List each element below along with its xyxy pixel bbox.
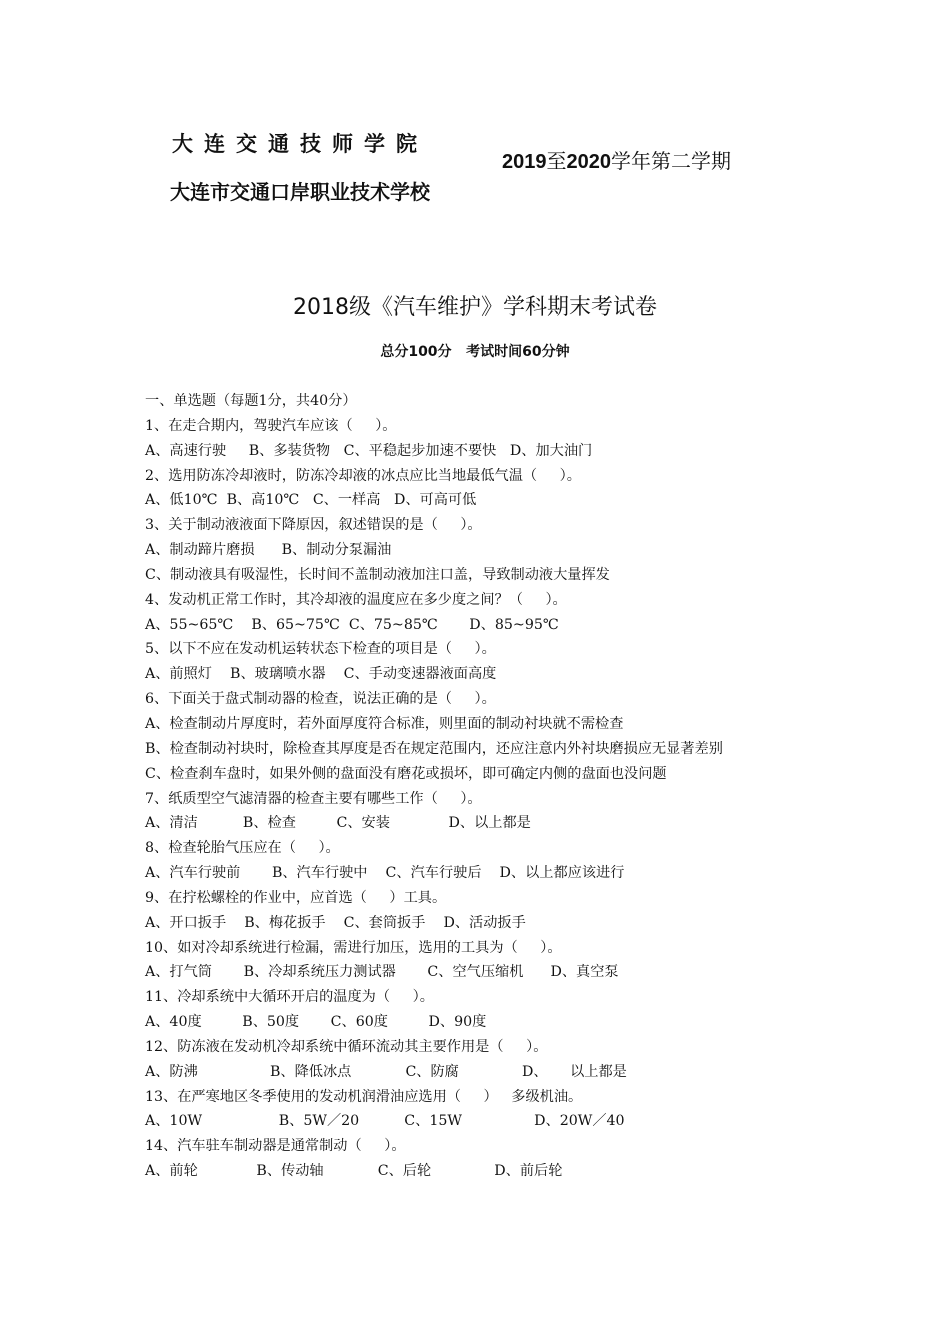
question-text: 8、检查轮胎气压应在（ ）。 — [145, 840, 340, 857]
answer-options: A、前照灯 B、玻璃喷水器 C、手动变速器液面高度 — [145, 666, 497, 683]
school-name-primary: 大连交通技师学院 — [172, 132, 428, 156]
question-text: 14、汽车驻车制动器是通常制动（ ）。 — [145, 1138, 406, 1155]
question-text: 10、如对冷却系统进行检漏，需进行加压，选用的工具为（ ）。 — [145, 939, 562, 956]
question-text: 5、以下不应在发动机运转状态下检查的项目是（ ）。 — [145, 641, 496, 658]
question-text: 3、关于制动液液面下降原因，叙述错误的是（ ）。 — [145, 517, 482, 534]
school-name-secondary: 大连市交通口岸职业技术学校 — [170, 180, 430, 204]
term-year-start: 2019 — [502, 151, 547, 173]
answer-options: A、汽车行驶前 B、汽车行驶中 C、汽车行驶后 D、以上都应该进行 — [145, 865, 625, 882]
term-year-separator: 至 — [546, 149, 567, 173]
section-heading: 一、单选题（每题1分，共40分） — [145, 393, 357, 409]
school-header — [150, 128, 450, 207]
term-suffix: 学年第二学期 — [611, 149, 731, 173]
answer-options: A、开口扳手 B、梅花扳手 C、套筒扳手 D、活动扳手 — [145, 914, 526, 931]
question-text: 13、在严寒地区冬季使用的发动机润滑油应选用（ ） 多级机油。 — [145, 1088, 583, 1105]
question-text: 6、下面关于盘式制动器的检查，说法正确的是（ ）。 — [145, 691, 496, 708]
exam-title: 2018级《汽车维护》学科期末考试卷 — [293, 295, 657, 320]
answer-options: A、防沸 B、降低冰点 C、防腐 D、 以上都是 — [145, 1063, 627, 1080]
question-text: 4、发动机正常工作时，其冷却液的温度应在多少度之间？（ ）。 — [145, 591, 567, 608]
answer-options: A、高速行驶 B、多装货物 C、平稳起步加速不要快 D、加大油门 — [145, 442, 593, 459]
answer-options: B、检查制动衬块时，除检查其厚度是否在规定范围内，还应注意内外衬块磨损应无显著差别 — [145, 740, 723, 757]
answer-options: A、检查制动片厚度时，若外面厚度符合标准，则里面的制动衬块就不需检查 — [145, 715, 624, 732]
question-list — [145, 389, 825, 1184]
question-text: 9、在拧松螺栓的作业中，应首选（ ）工具。 — [145, 889, 447, 906]
question-text: 11、冷却系统中大循环开启的温度为（ ）。 — [145, 989, 434, 1006]
answer-options: A、打气筒 B、冷却系统压力测试器 C、空气压缩机 D、真空泵 — [145, 964, 619, 981]
exam-subtitle: 总分100分 考试时间60分钟 — [380, 344, 570, 360]
answer-options: A、10W B、5W／20 C、15W D、20W／40 — [145, 1113, 625, 1130]
answer-options: A、低10℃ B、高10℃ C、一样高 D、可高可低 — [145, 492, 477, 509]
question-text: 2、选用防冻冷却液时，防冻冷却液的冰点应比当地最低气温（ ）。 — [145, 467, 581, 484]
answer-options: A、前轮 B、传动轴 C、后轮 D、前后轮 — [145, 1163, 563, 1180]
answer-options: C、制动液具有吸湿性，长时间不盖制动液加注口盖，导致制动液大量挥发 — [145, 566, 610, 583]
answer-options: A、制动蹄片磨损 B、制动分泵漏油 — [145, 542, 392, 559]
term-year-end: 2020 — [566, 151, 611, 173]
question-text: 1、在走合期内，驾驶汽车应该（ ）。 — [145, 417, 397, 434]
answer-options: A、40度 B、50度 C、60度 D、90度 — [145, 1014, 487, 1031]
academic-term — [502, 146, 731, 177]
answer-options: A、清洁 B、检查 C、安装 D、以上都是 — [145, 815, 531, 832]
answer-options: C、检查刹车盘时，如果外侧的盘面没有磨花或损坏，即可确定内侧的盘面也没问题 — [145, 765, 667, 782]
answer-options: A、55~65℃ B、65~75℃ C、75~85℃ D、85~95℃ — [145, 616, 559, 633]
question-text: 12、防冻液在发动机冷却系统中循环流动其主要作用是（ ）。 — [145, 1038, 548, 1055]
question-text: 7、纸质型空气滤清器的检查主要有哪些工作（ ）。 — [145, 790, 482, 807]
